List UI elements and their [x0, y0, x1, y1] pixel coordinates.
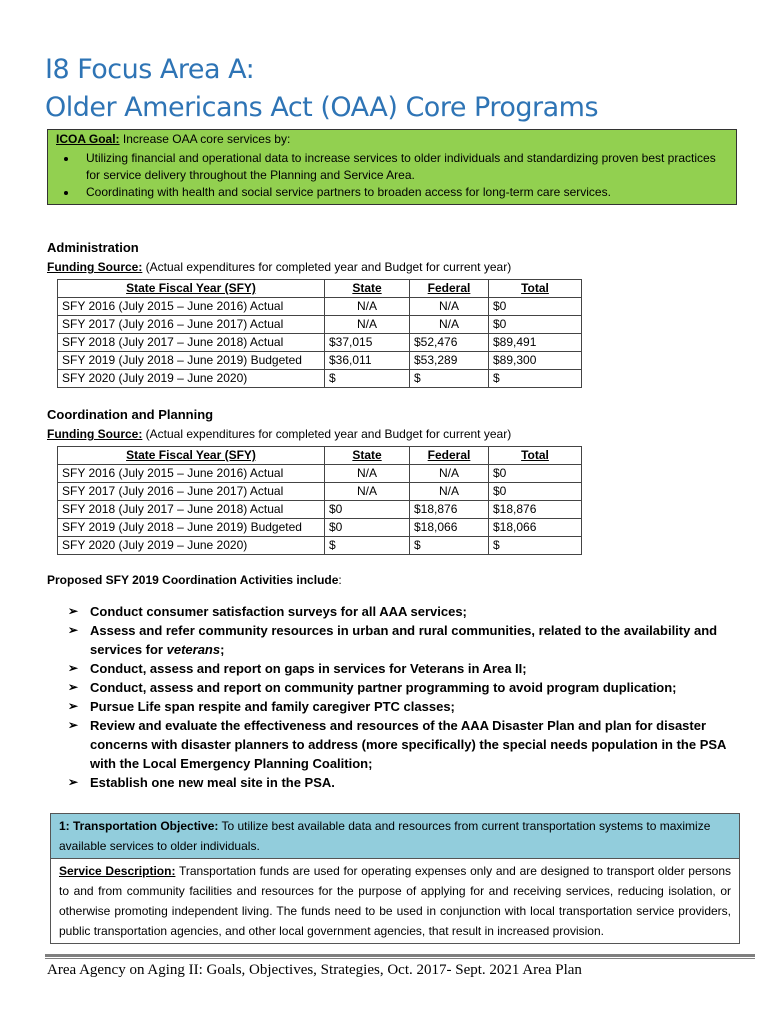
service-description-text: Transportation funds are used for operating expenses only and are designed to transport older persons to and from community facilities and resources for the purpose of applying for and receiving services, reducing isolation, or otherwise promoting independent living. The funds need to be used in conjunction with local transportation service providers, public transportation agencies, and other local government agencies, that result in increased provision.	[59, 864, 731, 938]
goal-bullet: • Utilizing financial and operational data to increase services to older individuals and standardizing proven best practices for service delivery throughout the Planning and Service Area.	[78, 150, 728, 184]
administration-funding-table	[57, 279, 582, 388]
cell-federal: $	[410, 537, 489, 555]
cell-sfy: SFY 2017 (July 2016 – June 2017) Actual	[58, 316, 325, 334]
objective-text: To utilize best available data and resources from current transportation systems to maximize available services to older individuals.	[59, 819, 711, 853]
column-header-federal: Federal	[410, 447, 489, 465]
coordination-funding-table	[57, 446, 582, 555]
administration-funding-source	[47, 260, 511, 274]
activity-text: Review and evaluate the effectiveness and resources of the AAA Disaster Plan and plan for disaster concerns with disaster planners to address (more specifically) the special needs population in the PSA with the Local Emergency Planning Coalition;	[90, 718, 726, 771]
arrow-bullet-icon: ➢	[68, 775, 79, 789]
cell-sfy: SFY 2019 (July 2018 – June 2019) Budgeted	[58, 352, 325, 370]
table-row	[58, 465, 582, 483]
cell-total: $	[489, 537, 582, 555]
arrow-bullet-icon: ➢	[68, 718, 79, 732]
cell-total: $0	[489, 298, 582, 316]
list-item	[68, 659, 733, 678]
arrow-bullet-icon: ➢	[68, 680, 79, 694]
activity-text: Pursue Life span respite and family caregiver PTC classes;	[90, 699, 455, 714]
table-row	[58, 537, 582, 555]
cell-sfy: SFY 2016 (July 2015 – June 2016) Actual	[58, 465, 325, 483]
proposed-label: Proposed SFY 2019 Coordination Activities include	[47, 573, 339, 587]
cell-state: $0	[325, 501, 410, 519]
arrow-bullet-icon: ➢	[68, 604, 79, 618]
goal-label: ICOA Goal:	[56, 132, 120, 146]
activity-emphasis: veterans	[166, 642, 221, 657]
cell-state: $0	[325, 519, 410, 537]
funding-source-label: Funding Source:	[47, 260, 143, 274]
table-row	[58, 483, 582, 501]
service-description-row	[51, 859, 739, 943]
list-item	[68, 602, 733, 621]
cell-total: $0	[489, 465, 582, 483]
list-item	[68, 697, 733, 716]
column-header-federal: Federal	[410, 280, 489, 298]
footer-rule-thin	[45, 958, 755, 959]
cell-state: N/A	[325, 483, 410, 501]
cell-state: N/A	[325, 316, 410, 334]
arrow-bullet-icon: ➢	[68, 661, 79, 675]
cell-sfy: SFY 2020 (July 2019 – June 2020)	[58, 370, 325, 388]
cell-federal: N/A	[410, 298, 489, 316]
cell-federal: $18,066	[410, 519, 489, 537]
column-header-state: State	[325, 447, 410, 465]
goal-heading	[56, 131, 728, 148]
page-title-line-2: Older Americans Act (OAA) Core Programs	[45, 92, 599, 123]
cell-sfy: SFY 2017 (July 2016 – June 2017) Actual	[58, 483, 325, 501]
column-header-total: Total	[489, 447, 582, 465]
cell-federal: $	[410, 370, 489, 388]
cell-federal: N/A	[410, 465, 489, 483]
cell-federal: $52,476	[410, 334, 489, 352]
cell-total: $89,491	[489, 334, 582, 352]
page-footer: Area Agency on Aging II: Goals, Objectives, Strategies, Oct. 2017- Sept. 2021 Area Plan	[47, 962, 582, 978]
activity-text: Conduct consumer satisfaction surveys for all AAA services;	[90, 604, 467, 619]
cell-sfy: SFY 2020 (July 2019 – June 2020)	[58, 537, 325, 555]
cell-total: $0	[489, 483, 582, 501]
coordination-heading: Coordination and Planning	[47, 407, 214, 422]
goal-box	[47, 129, 737, 205]
table-row	[58, 370, 582, 388]
goal-bullet-list	[56, 150, 728, 201]
cell-state: $36,011	[325, 352, 410, 370]
cell-state: N/A	[325, 298, 410, 316]
table-row	[58, 352, 582, 370]
cell-federal: N/A	[410, 483, 489, 501]
footer-rule	[45, 954, 755, 957]
list-item	[68, 773, 733, 792]
cell-federal: $53,289	[410, 352, 489, 370]
cell-total: $89,300	[489, 352, 582, 370]
arrow-bullet-icon: ➢	[68, 699, 79, 713]
cell-sfy: SFY 2019 (July 2018 – June 2019) Budgeted	[58, 519, 325, 537]
objective-row	[51, 814, 739, 859]
table-row	[58, 501, 582, 519]
table-header-row	[58, 447, 582, 465]
column-header-state: State	[325, 280, 410, 298]
column-header-total: Total	[489, 280, 582, 298]
funding-source-text: (Actual expenditures for completed year and Budget for current year)	[142, 260, 512, 274]
funding-source-label: Funding Source:	[47, 427, 143, 441]
cell-sfy: SFY 2016 (July 2015 – June 2016) Actual	[58, 298, 325, 316]
proposed-colon: :	[338, 573, 342, 587]
list-item	[68, 621, 733, 659]
table-row	[58, 519, 582, 537]
proposed-activities-intro	[47, 573, 342, 587]
cell-total: $0	[489, 316, 582, 334]
table-row	[58, 316, 582, 334]
table-row	[58, 298, 582, 316]
activity-text: Conduct, assess and report on community partner programming to avoid program duplication;	[90, 680, 677, 695]
coordination-funding-source	[47, 427, 511, 441]
column-header-sfy: State Fiscal Year (SFY)	[58, 280, 325, 298]
service-description-label: Service Description:	[59, 864, 176, 878]
activity-text-end: ;	[220, 642, 225, 657]
cell-total: $18,876	[489, 501, 582, 519]
cell-sfy: SFY 2018 (July 2017 – June 2018) Actual	[58, 501, 325, 519]
cell-sfy: SFY 2018 (July 2017 – June 2018) Actual	[58, 334, 325, 352]
column-header-sfy: State Fiscal Year (SFY)	[58, 447, 325, 465]
cell-state: N/A	[325, 465, 410, 483]
table-header-row	[58, 280, 582, 298]
arrow-bullet-icon: ➢	[68, 623, 79, 637]
objective-label: 1: Transportation Objective:	[59, 819, 219, 833]
cell-state: $	[325, 537, 410, 555]
activity-text: Establish one new meal site in the PSA.	[90, 775, 335, 790]
cell-total: $18,066	[489, 519, 582, 537]
table-row	[58, 334, 582, 352]
goal-text: Increase OAA core services by:	[119, 132, 291, 146]
goal-bullet: • Coordinating with health and social service partners to broaden access for long-term care services.	[78, 184, 728, 201]
cell-state: $	[325, 370, 410, 388]
transportation-objective-box	[50, 813, 740, 944]
list-item	[68, 716, 733, 773]
activity-text: Conduct, assess and report on gaps in services for Veterans in Area II;	[90, 661, 527, 676]
activity-text: Assess and refer community resources in urban and rural communities, related to the availability and services for	[90, 623, 718, 657]
funding-source-text: (Actual expenditures for completed year and Budget for current year)	[142, 427, 512, 441]
list-item	[68, 678, 733, 697]
administration-heading: Administration	[47, 240, 139, 255]
cell-state: $37,015	[325, 334, 410, 352]
page-title-line-1: I8 Focus Area A:	[45, 54, 255, 85]
cell-federal: N/A	[410, 316, 489, 334]
cell-total: $	[489, 370, 582, 388]
cell-federal: $18,876	[410, 501, 489, 519]
activities-list	[68, 602, 733, 792]
